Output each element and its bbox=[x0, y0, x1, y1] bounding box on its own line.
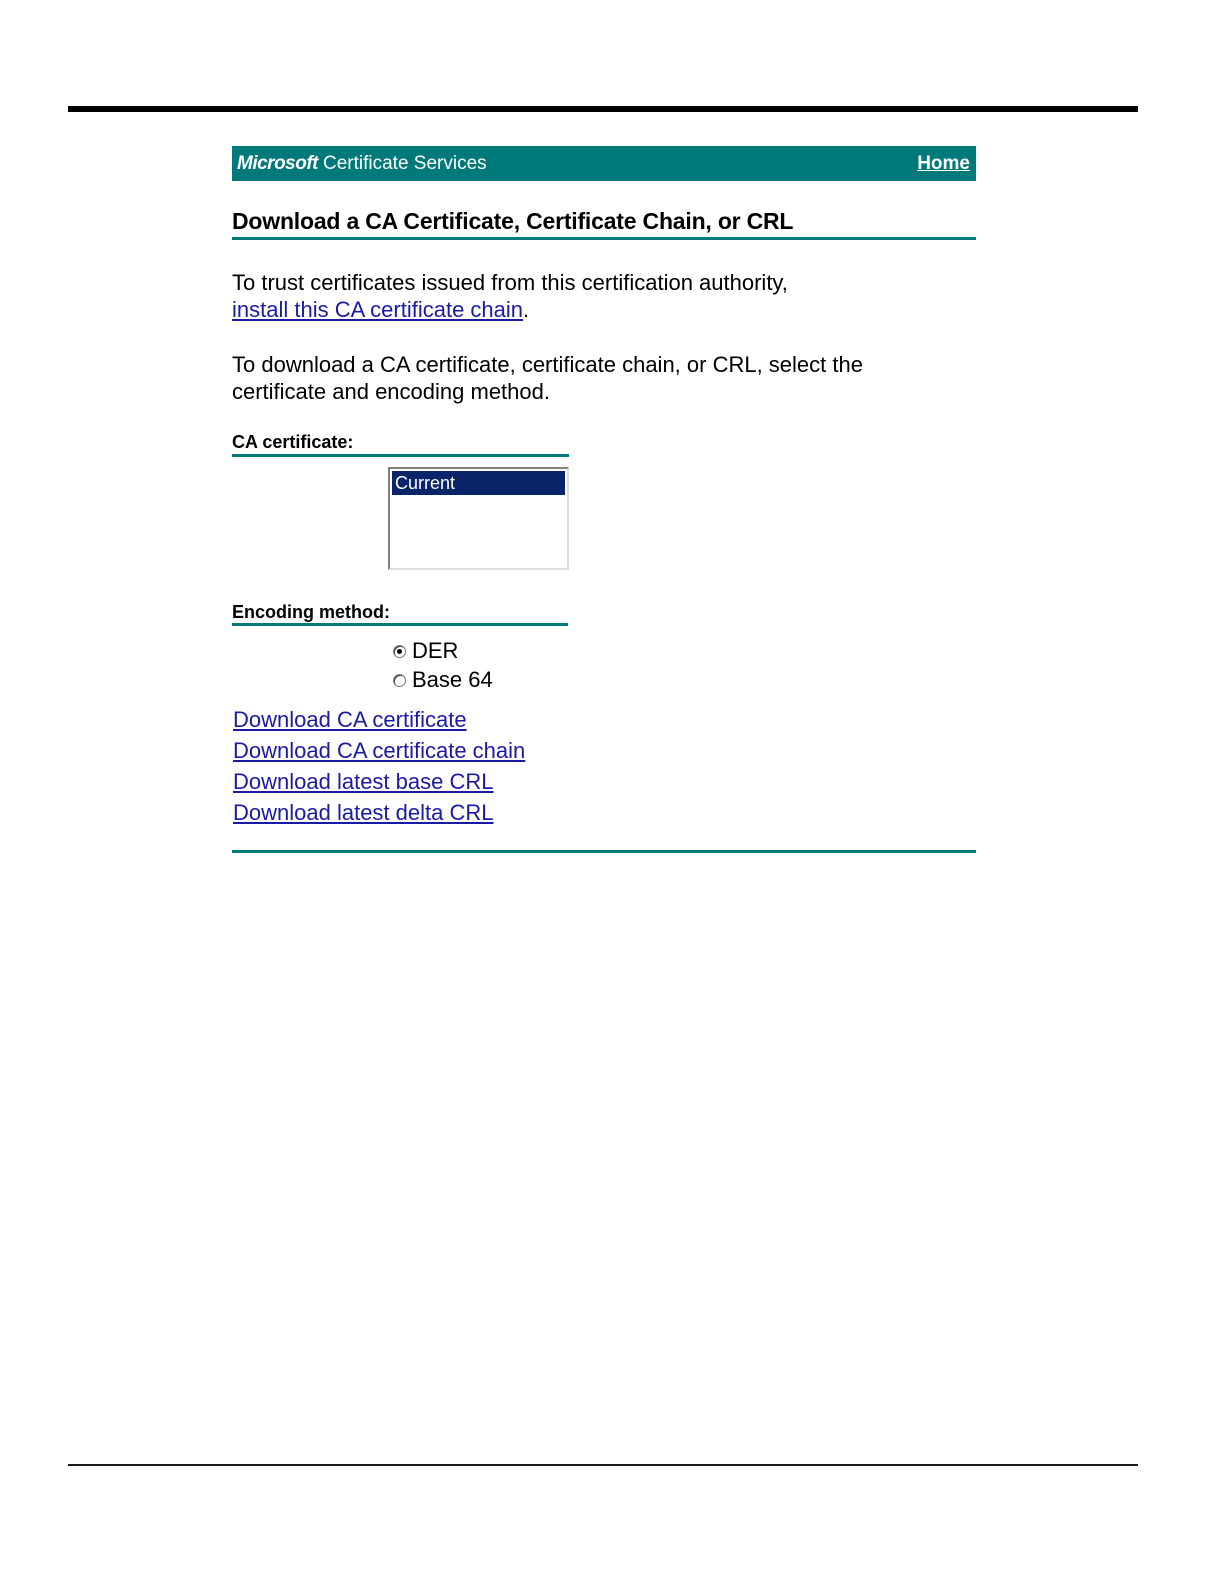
service-name: Certificate Services bbox=[323, 152, 487, 174]
der-radio[interactable] bbox=[393, 645, 406, 658]
download-ca-certificate-link[interactable]: Download CA certificate bbox=[233, 707, 467, 732]
header-banner bbox=[232, 146, 976, 181]
trust-paragraph bbox=[232, 269, 952, 323]
ca-certificate-label: CA certificate: bbox=[232, 432, 354, 452]
encoding-option-der[interactable] bbox=[393, 638, 458, 664]
title-divider bbox=[232, 237, 976, 240]
base64-radio[interactable] bbox=[393, 674, 406, 687]
download-links bbox=[233, 704, 525, 828]
home-link[interactable]: Home bbox=[917, 152, 970, 174]
instructions-paragraph: To download a CA certificate, certificate chain, or CRL, select the certificate and encoding method. bbox=[232, 352, 863, 404]
base64-label[interactable]: Base 64 bbox=[412, 667, 493, 692]
encoding-option-base64[interactable] bbox=[393, 667, 493, 693]
page-title: Download a CA Certificate, Certificate Chain, or CRL bbox=[232, 208, 794, 234]
page-top-rule bbox=[68, 106, 1138, 112]
page-bottom-rule bbox=[68, 1464, 1138, 1466]
ca-certificate-listbox[interactable] bbox=[388, 467, 569, 570]
ca-option-current[interactable]: Current bbox=[392, 471, 565, 495]
encoding-method-label: Encoding method: bbox=[232, 602, 390, 622]
der-label[interactable]: DER bbox=[412, 638, 459, 663]
ca-certificate-divider bbox=[232, 454, 569, 457]
content-bottom-divider bbox=[232, 850, 976, 853]
download-delta-crl-link[interactable]: Download latest delta CRL bbox=[233, 800, 494, 825]
trust-period: . bbox=[523, 297, 530, 322]
encoding-method-divider bbox=[232, 623, 568, 626]
download-base-crl-link[interactable]: Download latest base CRL bbox=[233, 769, 494, 794]
brand-logo bbox=[237, 153, 487, 175]
install-ca-chain-link[interactable]: install this CA certificate chain bbox=[232, 297, 524, 322]
brand-name: Microsoft bbox=[237, 152, 318, 174]
download-ca-chain-link[interactable]: Download CA certificate chain bbox=[233, 738, 526, 763]
trust-text: To trust certificates issued from this certification authority, bbox=[232, 270, 788, 295]
